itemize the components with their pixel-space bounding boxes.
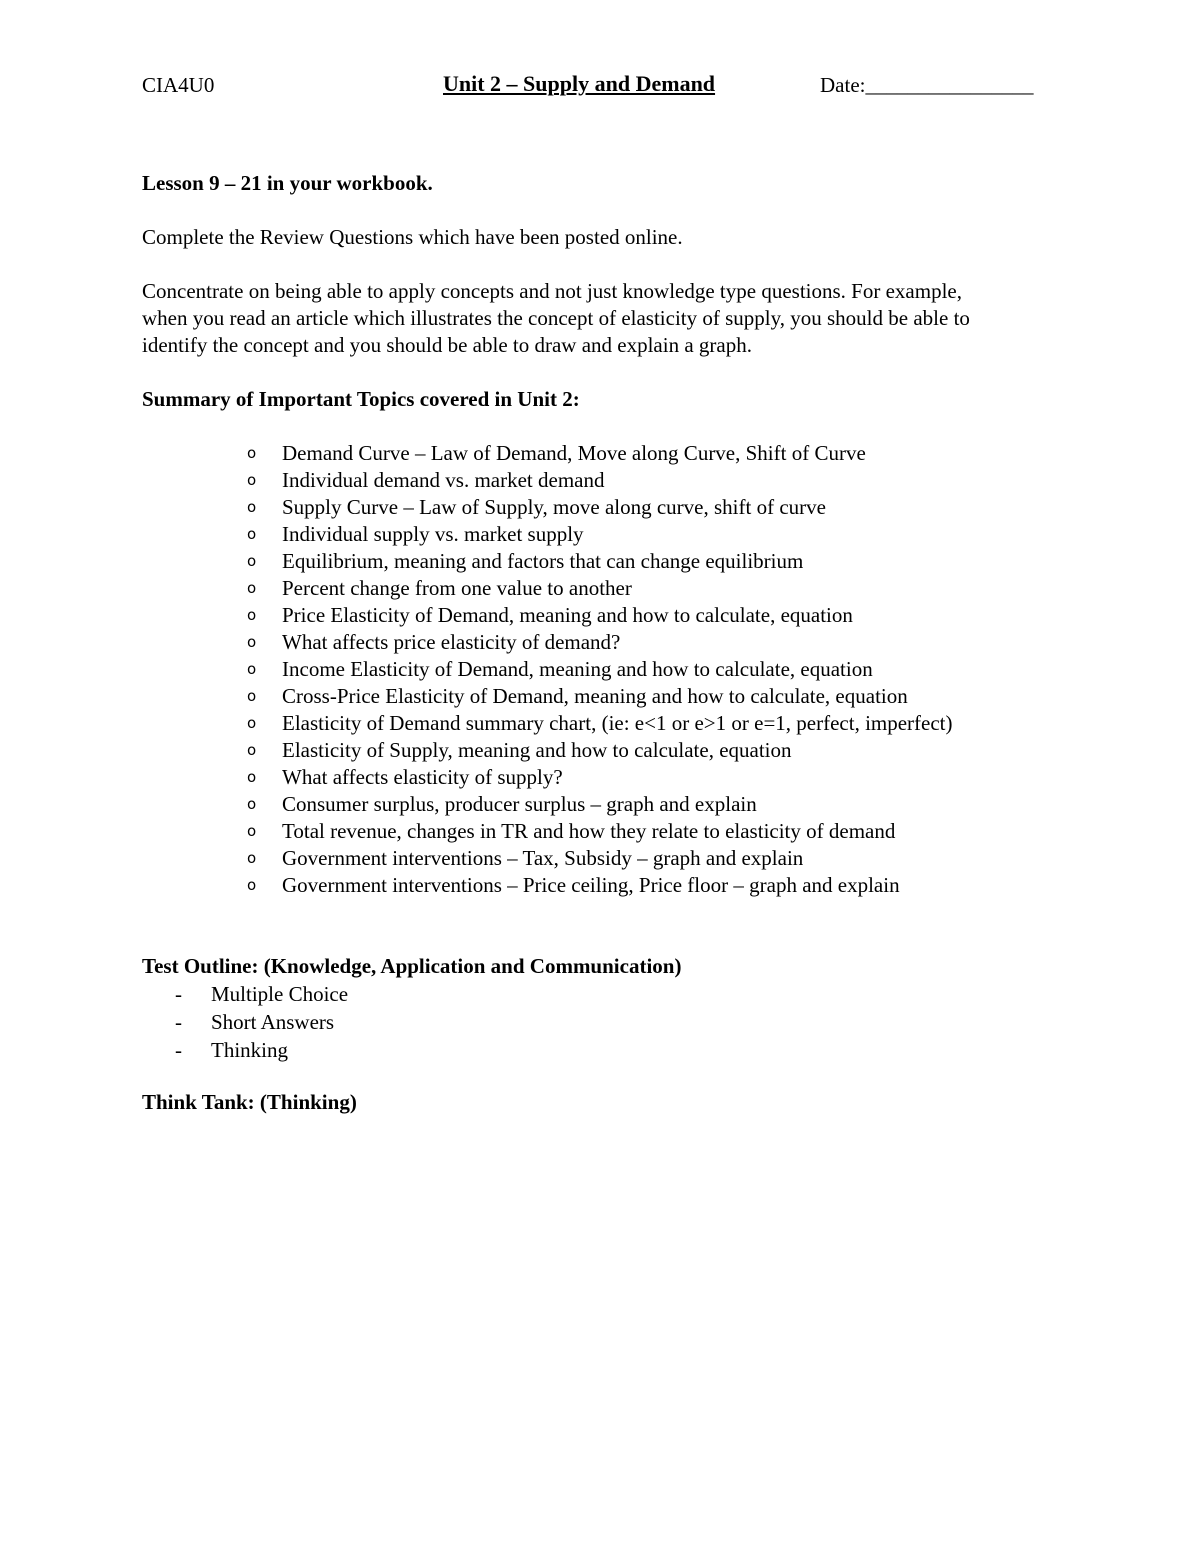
bullet-icon: o: [247, 768, 257, 786]
list-item: [246, 548, 1106, 575]
bullet-icon: o: [247, 741, 257, 759]
list-item: [246, 602, 1106, 629]
list-item: [246, 791, 1106, 818]
bullet-icon: o: [247, 687, 257, 705]
list-item: [175, 1008, 348, 1036]
topic-text: Individual demand vs. market demand: [282, 468, 605, 492]
dash-icon: -: [175, 1038, 182, 1062]
list-item: [246, 710, 1106, 737]
date-field: Date:________________: [820, 73, 1034, 97]
topic-text: Income Elasticity of Demand, meaning and how to calculate, equation: [282, 657, 873, 681]
list-item: [246, 737, 1106, 764]
topic-text: Total revenue, changes in TR and how they relate to elasticity of demand: [282, 819, 896, 843]
bullet-icon: o: [247, 444, 257, 462]
paragraph-line: identify the concept and you should be able to draw and explain a graph.: [142, 333, 752, 357]
topic-text: Elasticity of Demand summary chart, (ie: e<1 or e>1 or e=1, perfect, imperfect): [282, 711, 953, 735]
bullet-icon: o: [247, 525, 257, 543]
topic-text: Elasticity of Supply, meaning and how to calculate, equation: [282, 738, 792, 762]
list-item: [246, 629, 1106, 656]
topic-text: Individual supply vs. market supply: [282, 522, 584, 546]
list-item: [246, 521, 1106, 548]
review-instruction: Complete the Review Questions which have been posted online.: [142, 225, 683, 249]
dash-icon: -: [175, 982, 182, 1006]
lesson-line: Lesson 9 – 21 in your workbook.: [142, 171, 433, 195]
bullet-icon: o: [247, 552, 257, 570]
topic-text: What affects elasticity of supply?: [282, 765, 563, 789]
bullet-icon: o: [247, 471, 257, 489]
bullet-icon: o: [247, 714, 257, 732]
concentrate-paragraph: [142, 278, 1082, 359]
bullet-icon: o: [247, 660, 257, 678]
topics-list: [246, 440, 1106, 899]
paragraph-line: when you read an article which illustrates the concept of elasticity of supply, you should be able to: [142, 306, 970, 330]
topic-text: Percent change from one value to another: [282, 576, 632, 600]
dash-icon: -: [175, 1010, 182, 1034]
topic-text: Supply Curve – Law of Supply, move along curve, shift of curve: [282, 495, 826, 519]
paragraph-line: Concentrate on being able to apply concepts and not just knowledge type questions. For example,: [142, 279, 962, 303]
bullet-icon: o: [247, 498, 257, 516]
test-outline-heading: Test Outline: (Knowledge, Application and Communication): [142, 954, 682, 978]
bullet-icon: o: [247, 606, 257, 624]
list-item: [246, 656, 1106, 683]
topic-text: Government interventions – Price ceiling, Price floor – graph and explain: [282, 873, 900, 897]
bullet-icon: o: [247, 876, 257, 894]
topic-text: What affects price elasticity of demand?: [282, 630, 621, 654]
topic-text: Consumer surplus, producer surplus – graph and explain: [282, 792, 757, 816]
list-item: [246, 440, 1106, 467]
test-outline-list: [175, 980, 348, 1064]
list-item: [246, 872, 1106, 899]
course-code: CIA4U0: [142, 73, 215, 97]
topic-text: Price Elasticity of Demand, meaning and how to calculate, equation: [282, 603, 853, 627]
topic-text: Demand Curve – Law of Demand, Move along Curve, Shift of Curve: [282, 441, 866, 465]
bullet-icon: o: [247, 633, 257, 651]
bullet-icon: o: [247, 822, 257, 840]
topic-text: Government interventions – Tax, Subsidy – graph and explain: [282, 846, 804, 870]
outline-text: Short Answers: [211, 1010, 335, 1034]
think-tank-heading: Think Tank: (Thinking): [142, 1090, 357, 1114]
list-item: [246, 764, 1106, 791]
list-item: [246, 818, 1106, 845]
list-item: [175, 980, 348, 1008]
topic-text: Equilibrium, meaning and factors that can change equilibrium: [282, 549, 804, 573]
list-item: [246, 467, 1106, 494]
list-item: [175, 1036, 348, 1064]
summary-heading: Summary of Important Topics covered in Unit 2:: [142, 387, 580, 411]
list-item: [246, 845, 1106, 872]
bullet-icon: o: [247, 579, 257, 597]
topic-text: Cross-Price Elasticity of Demand, meaning and how to calculate, equation: [282, 684, 908, 708]
unit-title: Unit 2 – Supply and Demand: [443, 71, 716, 96]
bullet-icon: o: [247, 795, 257, 813]
outline-text: Multiple Choice: [211, 982, 349, 1006]
list-item: [246, 575, 1106, 602]
list-item: [246, 683, 1106, 710]
list-item: [246, 494, 1106, 521]
bullet-icon: o: [247, 849, 257, 867]
outline-text: Thinking: [211, 1038, 288, 1062]
